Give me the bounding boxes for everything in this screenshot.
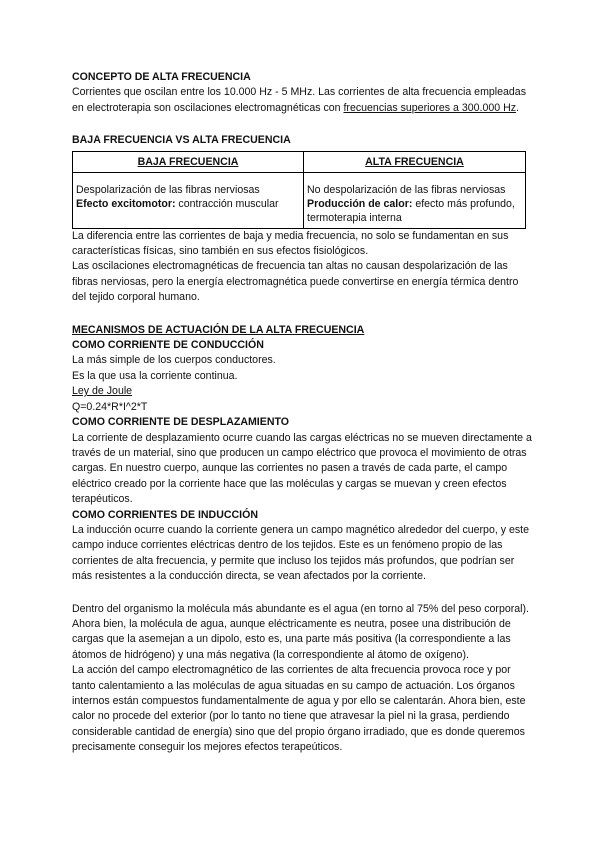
conduccion-line-2: Es la que usa la corriente continua. <box>72 369 238 382</box>
induccion-paragraph: La inducción ocurre cuando la corriente genera un campo magnético alrededor del cuerpo, y este campo induce corrientes eléctricas dentro de los tejidos. Este es un fenómeno propio de las corrientes de alta frecuencia, y permite que incluso los tejidos más profundos, que podrían ser más resistentes a la conducción directa, se vean afectados por la corriente. <box>72 523 529 583</box>
alta-line1: No despolarización de las fibras nerviosas <box>307 183 506 196</box>
table-header-baja: BAJA FRECUENCIA <box>73 151 304 172</box>
table-cell-alta <box>304 172 526 228</box>
frequency-highlight: frecuencias superiores a 300.000 Hz <box>343 101 517 114</box>
joule-law-label: Ley de Joule <box>72 385 133 398</box>
section-title-concepto: CONCEPTO DE ALTA FRECUENCIA <box>72 71 251 83</box>
joule-formula: Q=0.24*R*I^2*T <box>72 400 148 413</box>
comparison-table <box>72 151 526 229</box>
concepto-paragraph <box>72 85 532 116</box>
section-title-comparison: BAJA FRECUENCIA VS ALTA FRECUENCIA <box>72 134 291 147</box>
alta-rest: efecto más profundo, termoterapia interna <box>307 197 515 224</box>
table-cell-baja <box>73 172 304 228</box>
comparison-paragraph-1: La diferencia entre las corrientes de baja y media frecuencia, no solo se fundamentan en sus características físicas, sino también en sus efectos fisiológicos. <box>72 229 509 258</box>
conduccion-line-1: La más simple de los cuerpos conductores. <box>72 354 276 367</box>
water-paragraph: Dentro del organismo la molécula más abundante es el agua (en torno al 75% del peso corporal). Ahora bien, la molécula de agua, aunque eléctricamente es neutra, posee una distribución de cargas que la asemejan a un dipolo, esto es, una parte más positiva (la correspondiente a las átomos de hidrógeno) y una más negativa (la correspondiente al átomo de oxígeno). <box>72 602 529 661</box>
subsection-desplazamiento: COMO CORRIENTE DE DESPLAZAMIENTO <box>72 416 289 429</box>
subsection-conduccion: COMO CORRIENTE DE CONDUCCIÓN <box>72 339 264 352</box>
concepto-text: Corrientes que oscilan entre los 10.000 Hz - 5 MHz. Las corrientes de alta frecuencia empleadas en electroterapia son oscilaciones electromagnéticas con <box>72 86 527 114</box>
baja-rest: contracción muscular <box>175 197 279 210</box>
document-page <box>72 70 532 756</box>
comparison-paragraph-2: Las oscilaciones electromagnéticas de frecuencia tan altas no causan despolarización de las fibras nerviosas, pero la energía electromagnética puede convertirse en energía térmica dentro del tejido corporal humano. <box>72 260 519 304</box>
heating-paragraph: La acción del campo electromagnético de las corrientes de alta frecuencia provoca roce y por tanto calentamiento a las moléculas de agua situadas en su campo de actuación. Los órganos internos están compuestos fundamentalmente de agua y por ello se calentarán. Ahora bien, este calor no procede del exterior (por lo tanto no tiene que atravesar la piel ni la grasa, perdiendo considerable cantidad de energía) sino que del propio órgano irradiado, que es donde queremos precisamente conseguir los mejores efectos terapeúticos. <box>72 664 526 754</box>
subsection-induccion: COMO CORRIENTES DE INDUCCIÓN <box>72 508 258 521</box>
baja-bold: Efecto excitomotor: <box>76 197 176 210</box>
baja-line1: Despolarización de las fibras nerviosas <box>76 183 260 196</box>
desplazamiento-paragraph: La corriente de desplazamiento ocurre cuando las cargas eléctricas no se mueven directamente a través de un material, sino que producen un campo eléctrico que provoca el movimiento de otras cargas. En nuestro cuerpo, aunque las corrientes no pasen a través de cada parte, el campo eléctrico creado por la corriente hace que las moléculas y cargas se muevan y creen efectos terapéuticos. <box>72 431 532 506</box>
concepto-text-end: . <box>516 101 519 114</box>
alta-bold: Producción de calor: <box>307 197 413 210</box>
section-title-mecanismos: MECANISMOS DE ACTUACIÓN DE LA ALTA FRECUENCIA <box>72 323 365 336</box>
table-header-alta: ALTA FRECUENCIA <box>304 151 526 172</box>
